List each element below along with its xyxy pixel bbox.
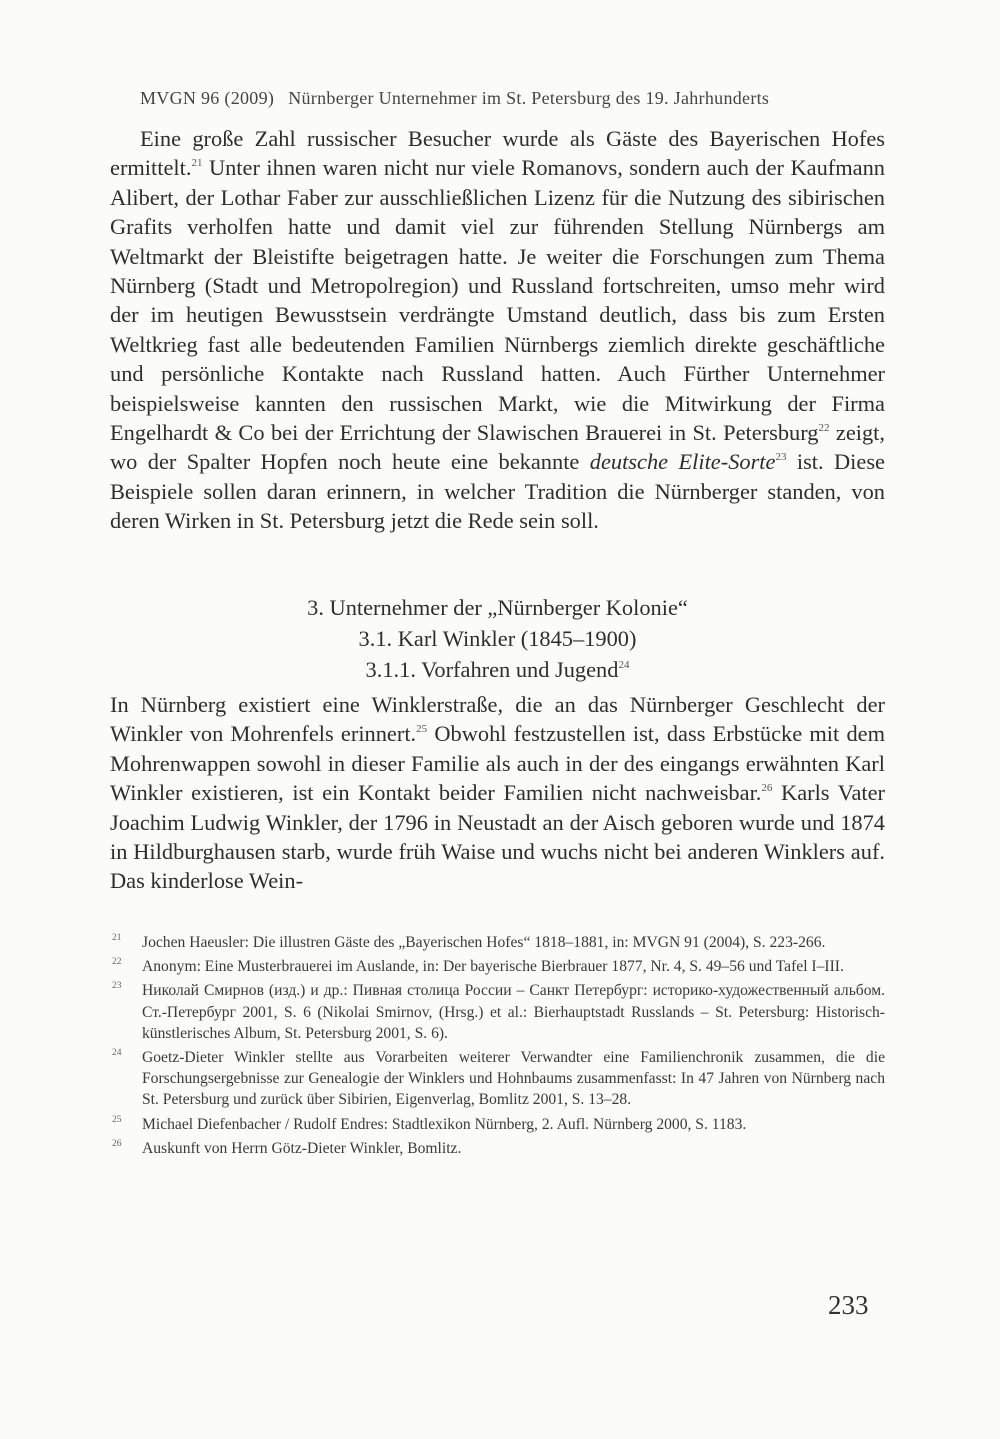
page-number: 233 <box>828 1290 869 1320</box>
paragraph-2-text-b: Obwohl festzustellen ist, dass Erbstücke mit dem Mohrenwappen sowohl in dieser Familie als auch in der des eingangs erwähnten Karl Winkler existieren, ist ein Kontakt beider Familien nicht nachweisbar. <box>110 721 885 806</box>
section-headings <box>110 592 885 685</box>
footnote-number: 26 <box>112 1138 122 1149</box>
paragraph-1-text-d: ist. Diese Beispiele sollen daran erinnern, in welcher Tradition die Nürnberger standen, von deren Wirken in St. Petersburg jetzt die Rede sein soll. <box>110 449 885 534</box>
footnote-26 <box>112 1138 885 1159</box>
article-title: Nürnberger Unternehmer im St. Petersburg des 19. Jahrhunderts <box>288 88 770 108</box>
footnote-22 <box>112 956 885 977</box>
footnote-ref-26[interactable]: 26 <box>761 782 773 795</box>
footnote-ref-22[interactable]: 22 <box>818 422 830 435</box>
footnote-24 <box>112 1047 885 1111</box>
paragraph-1-italic-term: deutsche Elite-Sorte <box>589 449 776 475</box>
footnote-text: Goetz-Dieter Winkler stellte aus Vorarbeiten weiterer Verwandter eine Familienchronik zusammen, die die Forschungsergebnisse zur Genealogie der Winklers und Hohnbaums zusammenfasst: In 47 Jahren von Nürnberg nach St. Petersburg und zurück über Sibirien, Eigenverlag, Bomlitz 2001, S. 13–28. <box>142 1049 885 1109</box>
footnote-ref-21[interactable]: 21 <box>191 157 203 170</box>
paragraph-1-text-a: Eine große Zahl russischer Besucher wurde als Gäste des Bayerischen Hofes ermittelt. <box>110 126 885 181</box>
footnote-21 <box>112 932 885 953</box>
running-header <box>140 88 769 109</box>
footnote-text: Michael Diefenbacher / Rudolf Endres: Stadtlexikon Nürnberg, 2. Aufl. Nürnberg 2000, S. 1183. <box>142 1115 747 1133</box>
heading-section-3-1-1-text: 3.1.1. Vorfahren und Jugend <box>365 657 619 682</box>
footnote-number: 25 <box>112 1114 122 1125</box>
body-text-section-1 <box>110 124 885 536</box>
heading-section-3-1: 3.1. Karl Winkler (1845–1900) <box>358 626 637 651</box>
paragraph-2-text-c: Karls Vater Joachim Ludwig Winkler, der 1796 in Neustadt an der Aisch geboren wurde und 1874 in Hildburghausen starb, wurde früh Waise und wuchs nicht bei anderen Winklers auf. Das kinderlose Wein- <box>110 780 885 894</box>
footnote-ref-25[interactable]: 25 <box>416 723 428 736</box>
footnote-text: Auskunft von Herrn Götz-Dieter Winkler, Bomlitz. <box>142 1139 462 1157</box>
footnote-25 <box>112 1114 885 1135</box>
footnote-ref-24[interactable]: 24 <box>618 659 630 671</box>
footnote-number: 22 <box>112 957 122 968</box>
footnotes <box>112 932 885 1162</box>
footnote-number: 21 <box>112 933 122 943</box>
footnote-text: Jochen Haeusler: Die illustren Gäste des „Bayerischen Hofes“ 1818–1881, in: MVGN 91 (2004), S. 223-266. <box>142 934 826 951</box>
paragraph-2 <box>110 690 885 896</box>
footnote-ref-23[interactable]: 23 <box>775 451 787 464</box>
heading-section-3: 3. Unternehmer der „Nürnberger Kolonie“ <box>307 595 688 620</box>
paragraph-1-text-b: Unter ihnen waren nicht nur viele Romanovs, sondern auch der Kaufmann Alibert, der Lothar Faber zur ausschließlichen Lizenz für die Nutzung des sibirischen Grafits verholfen hatte und damit viel zur führenden Stellung Nürnbergs am Weltmarkt der Bleistifte beigetragen hatte. Je weiter die Forschungen zum Thema Nürnberg (Stadt und Metropolregion) und Russland fortschreiten, umso mehr wird der im heutigen Bewusstsein verdrängte Umstand deutlich, dass bis zum Ersten Weltkrieg fast alle bedeutenden Familien Nürnbergs ziemlich direkte geschäftliche und persönliche Kontakte nach Russland hatten. Auch Fürther Unternehmer beispielsweise kannten den russischen Markt, wie die Mitwirkung der Firma Engelhardt & Co bei der Errichtung der Slawischen Brauerei in St. Petersburg <box>110 155 885 446</box>
body-text-section-2 <box>110 690 885 896</box>
footnote-23 <box>112 980 885 1044</box>
paragraph-1 <box>110 124 885 536</box>
footnote-text: Anonym: Eine Musterbrauerei im Auslande, in: Der bayerische Bierbrauer 1877, Nr. 4, S. 49–56 und Tafel I–III. <box>142 958 844 976</box>
journal-citation: MVGN 96 (2009) <box>140 88 275 108</box>
heading-section-3-1-1 <box>110 654 885 685</box>
footnote-number: 24 <box>112 1048 122 1059</box>
footnote-text: Николай Смирнов (изд.) и др.: Пивная столица России – Санкт Петербург: историко-художественный альбом. Ст.-Петербург 2001, S. 6 (Nikolai Smirnov, (Hrsg.) et al.: Bierhauptstadt Russlands – St. Petersburg: Historisch-künstlerisches Album, St. Petersburg 2001, S. 6). <box>142 982 885 1042</box>
footnote-number: 23 <box>112 981 122 992</box>
paragraph-2-text-a: In Nürnberg existiert eine Winklerstraße, die an das Nürnberger Geschlecht der Winkler von Mohrenfels erinnert. <box>110 692 885 747</box>
paragraph-1-text-c: zeigt, wo der Spalter Hopfen noch heute eine bekannte <box>110 420 885 475</box>
